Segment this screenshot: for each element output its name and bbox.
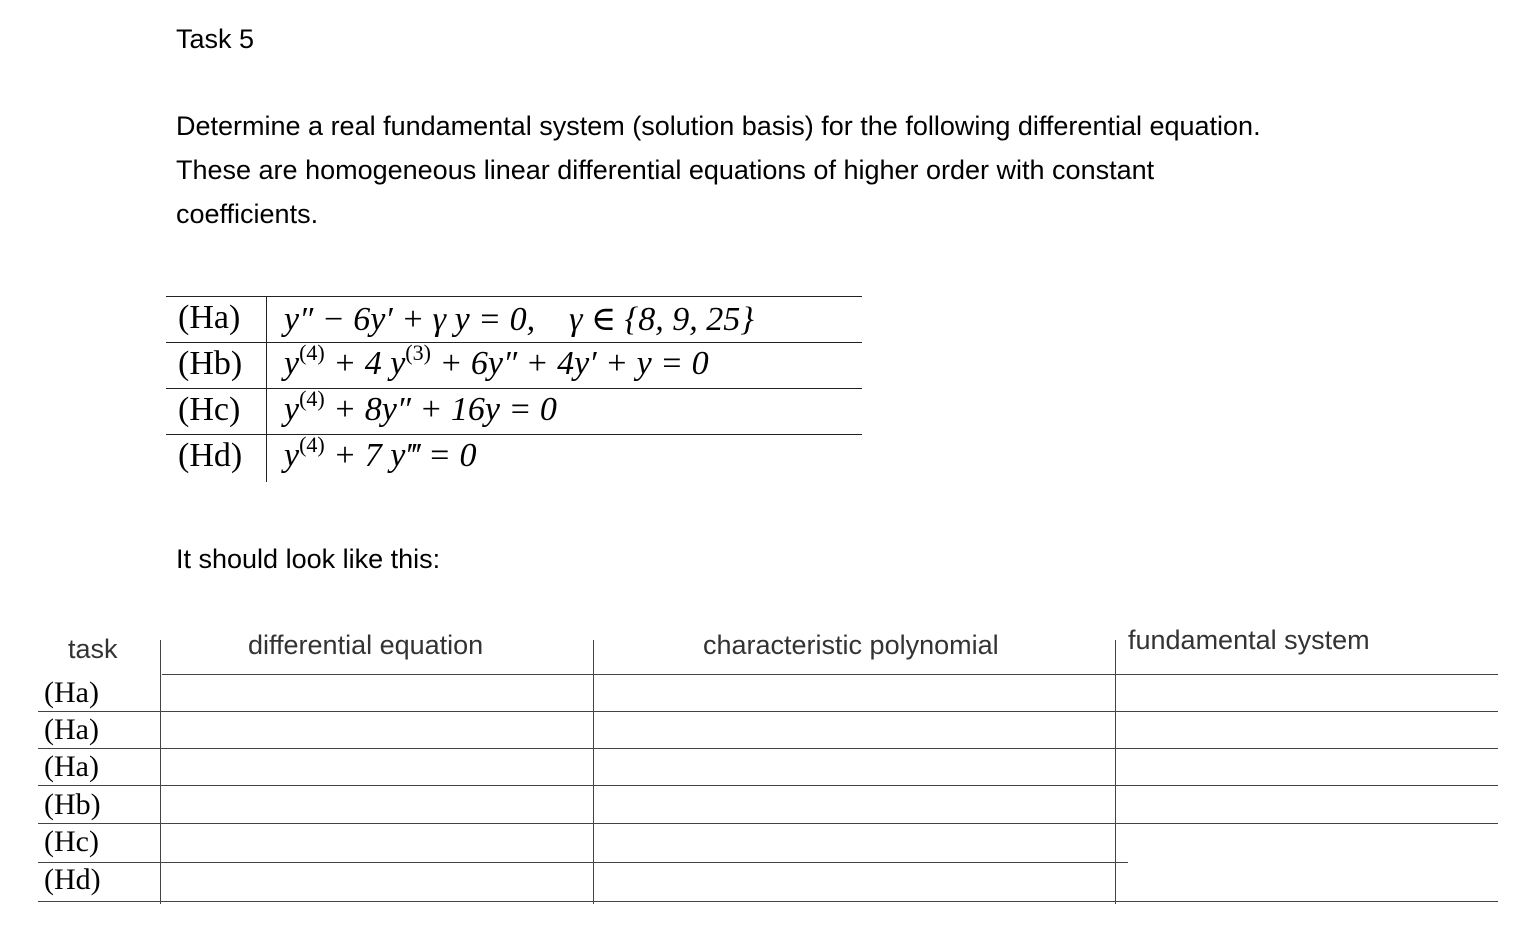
formula-part: y″ − 6y′ + γ y = 0,: [284, 301, 536, 338]
equation-formula: [284, 299, 754, 339]
formula-superscript: (4): [299, 432, 325, 457]
equation-label: (Hc): [178, 391, 241, 428]
task-row-label: (Hb): [44, 788, 101, 821]
formula-part: y: [284, 345, 300, 382]
equation-formula: [284, 340, 709, 383]
row-divider: [38, 711, 1498, 712]
formula-superscript: (4): [299, 386, 325, 411]
header-task: task: [68, 634, 118, 664]
formula-part: + 4 y: [324, 345, 406, 382]
formula-part: y: [284, 391, 300, 428]
row-divider: [38, 785, 1498, 786]
example-intro: It should look like this:: [176, 544, 441, 574]
equation-formula: [284, 432, 477, 475]
task-title: Task 5: [176, 24, 255, 54]
header-differential-equation: differential equation: [248, 630, 484, 660]
formula-part: y: [284, 437, 300, 474]
row-divider: [162, 674, 1498, 675]
task-row-label: (Ha): [44, 676, 99, 709]
equation-label: (Hb): [178, 345, 243, 382]
formula-superscript: (3): [405, 340, 431, 365]
instruction-line: These are homogeneous linear differential equations of higher order with constant: [176, 155, 1155, 185]
formula-part: + 6y″ + 4y′ + y = 0: [430, 345, 709, 382]
column-divider: [593, 640, 594, 904]
equation-row-hd: [166, 434, 862, 480]
row-divider: [38, 862, 1128, 863]
equation-row-hb: [166, 342, 862, 388]
equation-formula: [284, 386, 557, 429]
task-row-label: (Hc): [44, 825, 99, 858]
equation-label: (Hd): [178, 437, 243, 474]
instruction-line: coefficients.: [176, 199, 319, 229]
column-divider: [160, 640, 161, 904]
equations-table: [166, 296, 862, 480]
formula-part: + 7 y‴ = 0: [324, 437, 477, 474]
instruction-line: Determine a real fundamental system (solution basis) for the following differential equation.: [176, 111, 1261, 141]
equation-row-ha: [166, 296, 862, 342]
formula-superscript: (4): [299, 340, 325, 365]
column-divider: [266, 297, 267, 344]
formula-part: γ ∈ {8, 9, 25}: [569, 301, 754, 338]
row-divider: [38, 901, 1498, 902]
row-divider: [38, 823, 1498, 824]
equation-row-hc: [166, 388, 862, 434]
row-divider: [38, 748, 1498, 749]
column-divider: [266, 435, 267, 482]
task-row-label: (Ha): [44, 713, 99, 746]
task-row-label: (Ha): [44, 750, 99, 783]
equation-label: (Ha): [178, 299, 241, 336]
task-row-label: (Hd): [44, 863, 101, 896]
column-divider: [266, 389, 267, 436]
column-divider: [266, 343, 267, 390]
header-fundamental-system: fundamental system: [1128, 625, 1370, 655]
answer-table: [38, 622, 1498, 904]
header-characteristic-polynomial: characteristic polynomial: [703, 630, 999, 660]
formula-part: + 8y″ + 16y = 0: [324, 391, 557, 428]
column-divider: [1115, 640, 1116, 904]
instructions: [176, 104, 1456, 236]
